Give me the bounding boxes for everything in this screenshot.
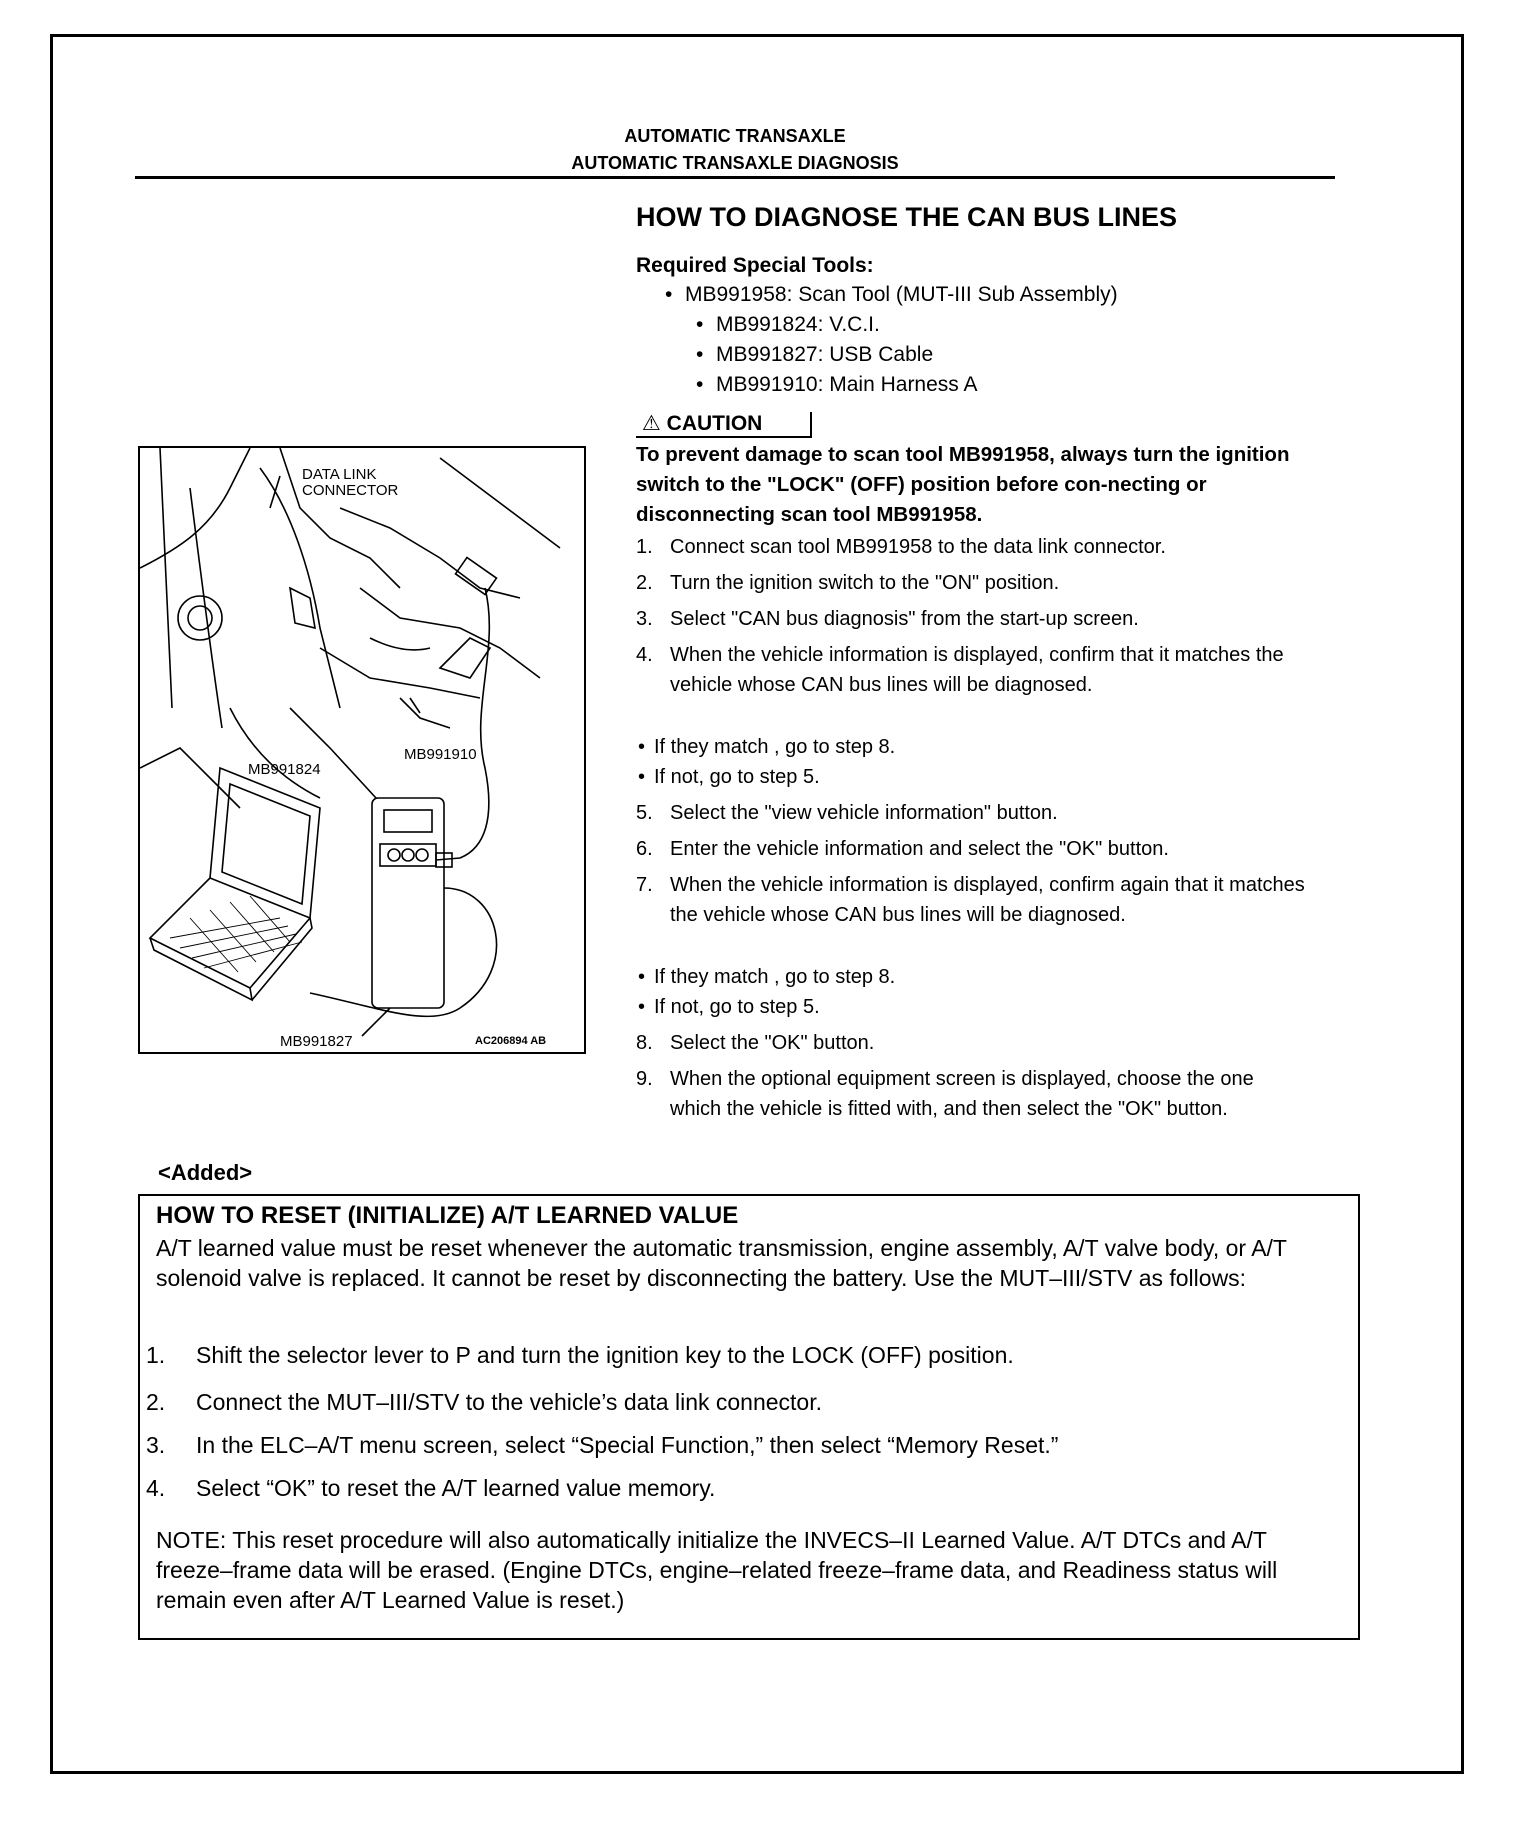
reset-intro: A/T learned value must be reset whenever the automatic transmission, engine assembly, A/T valve body, or A/T solenoid valve is replaced. It cannot be reset by disconnecting the battery. Use the MUT–III/STV as follows: xyxy=(156,1235,1287,1291)
step-text: Turn the ignition switch to the "ON" position. xyxy=(670,572,1060,594)
figure-label-vci: MB991824 xyxy=(248,761,321,778)
step-number: 7. xyxy=(636,874,653,896)
caution-text: To prevent damage to scan tool MB991958, always turn the ignition switch to the "LOCK" (OFF) position before con-necting or disconnecting scan tool MB991958. xyxy=(636,443,1290,526)
step-text: Connect scan tool MB991958 to the data link connector. xyxy=(670,536,1166,558)
step-text: Select the "OK" button. xyxy=(670,1032,875,1054)
step-text: Shift the selector lever to P and turn the ignition key to the LOCK (OFF) position. xyxy=(196,1342,1014,1368)
figure-label-connector: DATA LINK xyxy=(302,466,377,483)
figure-code: AC206894 AB xyxy=(475,1035,547,1047)
warning-icon: ⚠ xyxy=(642,412,661,435)
step-number: 3. xyxy=(636,608,653,630)
step-number: 5. xyxy=(636,802,653,824)
section-title: HOW TO DIAGNOSE THE CAN BUS LINES xyxy=(636,202,1178,232)
step-number: 6. xyxy=(636,838,653,860)
step-number: 8. xyxy=(636,1032,653,1054)
tool-item: • MB991910: Main Harness A xyxy=(716,373,977,397)
caution-label: CAUTION xyxy=(666,412,763,435)
step-bullet: • If they match , go to step 8. xyxy=(654,962,895,992)
tool-item: • MB991958: Scan Tool (MUT-III Sub Assembly) xyxy=(685,283,1118,307)
step-text: Select "CAN bus diagnosis" from the start-up screen. xyxy=(670,608,1139,630)
illustration-drawing xyxy=(140,448,584,1052)
step-text: Enter the vehicle information and select the "OK" button. xyxy=(670,838,1169,860)
step-text: When the vehicle information is displayed, confirm that it matches the vehicle whose CAN bus lines will be diagnosed. xyxy=(670,644,1284,696)
step-bullet: • If not, go to step 5. xyxy=(654,762,820,792)
header-rule xyxy=(135,176,1335,179)
step-number: 9. xyxy=(636,1068,653,1090)
step-number: 3. xyxy=(146,1432,166,1458)
step-bullet: • If they match , go to step 8. xyxy=(654,732,895,762)
tools-heading: Required Special Tools: xyxy=(636,254,874,277)
step-number: 2. xyxy=(146,1389,166,1415)
step-text: In the ELC–A/T menu screen, select “Special Function,” then select “Memory Reset.” xyxy=(196,1432,1059,1458)
step-number: 4. xyxy=(146,1475,166,1501)
figure-label-connector: CONNECTOR xyxy=(302,482,399,499)
step-text: Select the "view vehicle information" button. xyxy=(670,802,1058,824)
figure-label-harness: MB991910 xyxy=(404,746,477,763)
figure-label-usb: MB991827 xyxy=(280,1033,353,1050)
caution-badge xyxy=(636,412,812,438)
step-number: 1. xyxy=(636,536,653,558)
step-text: When the vehicle information is displayed, confirm again that it matches the vehicle whose CAN bus lines will be diagnosed. xyxy=(670,874,1305,926)
step-text: When the optional equipment screen is displayed, choose the one which the vehicle is fitted with, and then select the "OK" button. xyxy=(670,1068,1254,1120)
step-number: 2. xyxy=(636,572,653,594)
reset-title: HOW TO RESET (INITIALIZE) A/T LEARNED VALUE xyxy=(156,1202,739,1229)
step-number: 4. xyxy=(636,644,653,666)
step-number: 1. xyxy=(146,1342,166,1368)
step-text: Select “OK” to reset the A/T learned value memory. xyxy=(196,1475,716,1501)
tool-item: • MB991824: V.C.I. xyxy=(716,313,880,337)
reset-note: NOTE: This reset procedure will also automatically initialize the INVECS–II Learned Value. A/T DTCs and A/T freeze–frame data will be erased. (Engine DTCs, engine–related freeze–frame data, and Readiness status will remain even after A/T Learned Value is reset.) xyxy=(156,1527,1278,1613)
connection-illustration xyxy=(138,446,586,1054)
header-title: AUTOMATIC TRANSAXLE xyxy=(624,126,846,146)
step-text: Connect the MUT–III/STV to the vehicle’s data link connector. xyxy=(196,1389,823,1415)
tool-item: • MB991827: USB Cable xyxy=(716,343,933,367)
header-subtitle: AUTOMATIC TRANSAXLE DIAGNOSIS xyxy=(571,153,899,173)
added-label: <Added> xyxy=(158,1160,253,1185)
step-bullet: • If not, go to step 5. xyxy=(654,992,820,1022)
